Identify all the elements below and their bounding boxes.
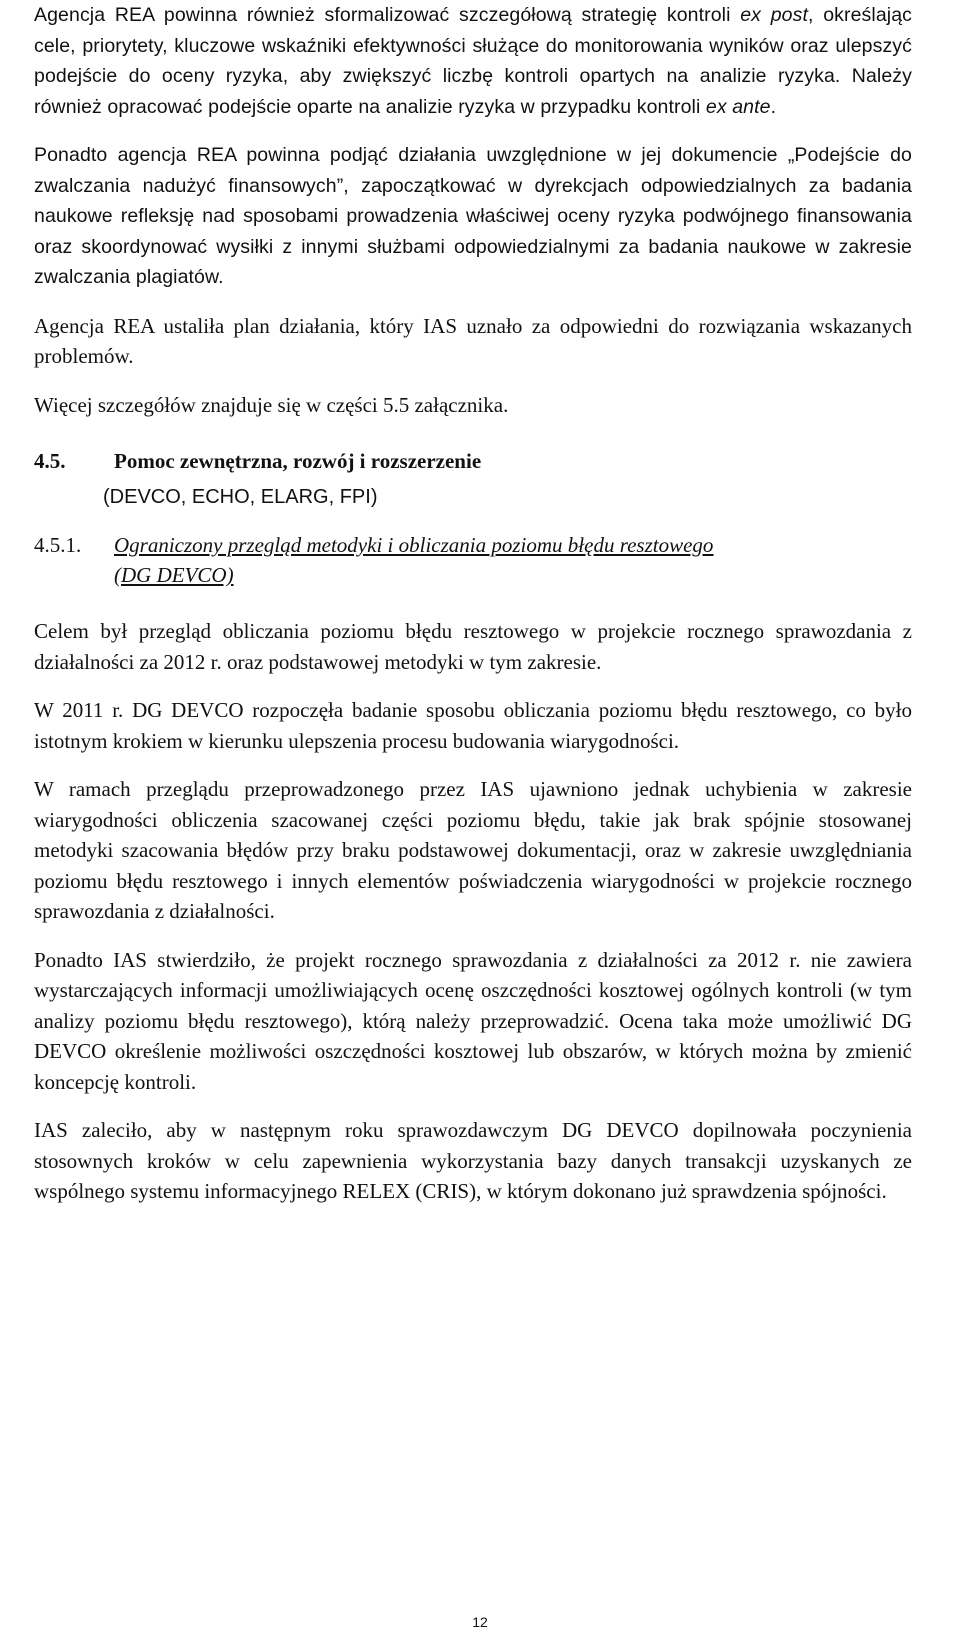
section-heading [34, 446, 912, 476]
section-number: 4.5. [34, 449, 66, 473]
paragraph-action-plan: Agencja REA ustaliła plan działania, który IAS uznało za odpowiedni do rozwiązania wskazanych problemów. [34, 313, 912, 368]
paragraph-review-goal: Celem był przegląd obliczania poziomu błędu resztowego w projekcie rocznego sprawozdania z działalności za 2012 r. oraz podstawowej metodyki w tym zakresie. [34, 619, 912, 674]
subsection-title-line1: Ograniczony przegląd metodyki i obliczania poziomu błędu resztowego [114, 533, 714, 557]
sans-text-block [34, 0, 912, 293]
paragraph-anti-fraud: Ponadto agencja REA powinna podjąć działania uwzględnione w jej dokumencie „Podejście do zwalczania nadużyć finansowych”, zapoczątkować w dyrekcjach odpowiedzialnych za badania naukowe refleksję nad sposobami prowadzenia właściwej oceny ryzyka podwójnego finansowania oraz skoordynować wysiłki z innymi służbami odpowiedzialnymi za badania naukowe w zakresie zwalczania plagiatów. [34, 144, 912, 288]
subsection-number: 4.5.1. [34, 533, 82, 557]
section-subtitle: (DEVCO, ECHO, ELARG, FPI) [103, 486, 378, 508]
subsection-title-line2: (DG DEVCO) [114, 563, 234, 587]
paragraph-recommendation: IAS zaleciło, aby w następnym roku sprawozdawczym DG DEVCO dopilnowała poczynienia stosownych kroków w celu zapewnienia wykorzystania bazy danych transakcji uzyskanych ze wspólnego systemu informacyjnego RELEX (CRIS), w którym dokonano już sprawdzenia spójności. [34, 1118, 912, 1203]
subsection-heading [34, 530, 912, 590]
subsection-title [114, 530, 912, 590]
paragraph-ex-post-strategy: Agencja REA powinna również sformalizować szczegółową strategię kontroli ex post, określając cele, priorytety, kluczowe wskaźniki efektywności służące do monitorowania wyników oraz ulepszyć podejście do oceny ryzyka, aby zwiększyć liczbę kontroli opartych na analizie ryzyka. Należy również opracować podejście oparte na analizie ryzyka w przypadku kontroli ex ante. [34, 4, 912, 118]
page-number: 12 [472, 1614, 488, 1630]
paragraph-review-findings: W ramach przeglądu przeprowadzonego przez IAS ujawniono jednak uchybienia w zakresie wiarygodności obliczenia szacowanej części poziomu błędu, takie jak brak spójnie stosowanej metodyki szacowania błędów przy braku podstawowej dokumentacji, oraz w zakresie uwzględniania poziomu błędu resztowego i innych elementów poświadczenia wiarygodności w projekcie rocznego sprawozdania z działalności. [34, 777, 912, 923]
document-page [34, 0, 912, 1207]
paragraph-cost-effectiveness: Ponadto IAS stwierdziło, że projekt rocznego sprawozdania z działalności za 2012 r. nie zawiera wystarczających informacji umożliwiających ocenę oszczędności kosztowej ogólnych kontroli (w tym analizy poziomu błędu resztowego), którą należy przeprowadzić. Ocena taka może umożliwić DG DEVCO określenie możliwości oszczędności kosztowej lub obszarów, w których można by zmienić koncepcję kontroli. [34, 947, 912, 1094]
section-title: Pomoc zewnętrzna, rozwój i rozszerzenie [114, 449, 482, 473]
paragraph-more-details: Więcej szczegółów znajduje się w części 5.5 załącznika. [34, 392, 509, 417]
paragraph-2011-study: W 2011 r. DG DEVCO rozpoczęła badanie sposobu obliczania poziomu błędu resztowego, co było istotnym krokiem w kierunku ulepszenia procesu budowania wiarygodności. [34, 698, 912, 753]
